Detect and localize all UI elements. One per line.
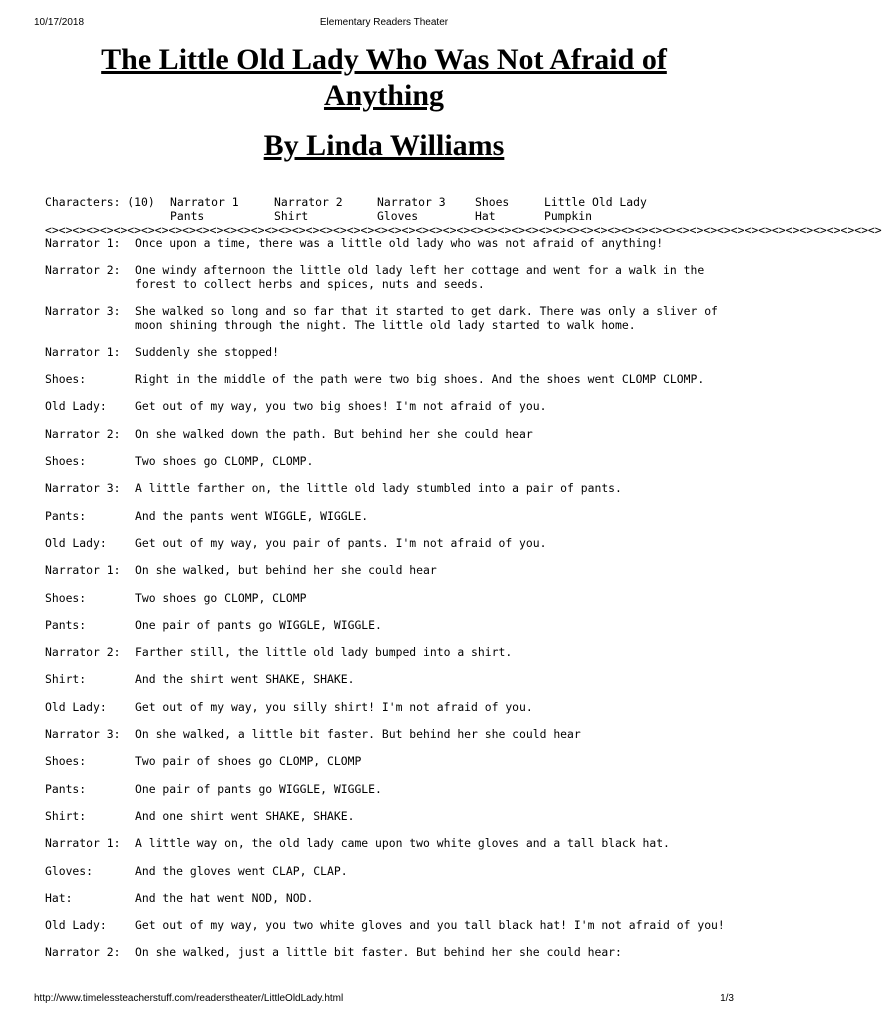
character-name: Pumpkin: [544, 208, 593, 223]
speaker-label: Narrator 1:: [45, 344, 121, 359]
dialogue-text: Suddenly she stopped!: [135, 344, 280, 359]
dialogue-text: Get out of my way, you two white gloves and you tall black hat! I'm not afraid of you!: [135, 918, 725, 933]
speaker-label: Shoes:: [45, 590, 87, 605]
dialogue-text: On she walked, but behind her she could hear: [135, 563, 437, 578]
script-line: [45, 837, 735, 851]
script-line: [45, 346, 735, 360]
character-name: Narrator 1: [170, 195, 239, 209]
dialogue-text: On she walked, a little bit faster. But behind her she could hear: [135, 727, 581, 742]
speaker-label: Old Lady:: [45, 699, 107, 714]
speaker-label: Narrator 1:: [45, 563, 121, 578]
character-name: Pants: [170, 208, 205, 223]
speaker-label: Shirt:: [45, 672, 87, 687]
speaker-label: Old Lady:: [45, 918, 107, 933]
dialogue-text: Get out of my way, you pair of pants. I'm not afraid of you.: [135, 535, 547, 550]
page-number: 1/3: [720, 993, 734, 1004]
print-footer: [34, 993, 734, 1007]
script-line: [45, 400, 735, 414]
dialogue-text: Two shoes go CLOMP, CLOMP.: [135, 454, 314, 469]
script-line: [45, 264, 735, 291]
dialogue-text: Get out of my way, you silly shirt! I'm not afraid of you.: [135, 699, 533, 714]
script-line: [45, 537, 735, 551]
script-line: [45, 305, 735, 332]
print-header: [34, 17, 734, 31]
speaker-label: Shoes:: [45, 372, 87, 387]
dialogue-text: Two shoes go CLOMP, CLOMP: [135, 590, 307, 605]
speaker-label: Old Lady:: [45, 535, 107, 550]
dialogue-text: On she walked, just a little bit faster. But behind her she could hear:: [135, 945, 622, 960]
speaker-label: Pants:: [45, 508, 87, 523]
character-name: Little Old Lady: [544, 195, 647, 209]
speaker-label: Narrator 2:: [45, 426, 121, 441]
script-line: [45, 592, 735, 606]
character-name: Gloves: [377, 208, 419, 223]
dialogue-text: She walked so long and so far that it started to get dark. There was only a sliver of moon shining through the night. The little old lady started to walk home.: [135, 304, 718, 332]
speaker-label: Narrator 2:: [45, 645, 121, 660]
script-line: [45, 673, 735, 687]
script-line: [45, 892, 735, 906]
document-author: By Linda Williams: [263, 129, 505, 162]
script-line: [45, 919, 735, 933]
divider-line: <><><><><><><><><><><><><><><><><><><><><><><><><><><><><><><><><><><><><><><><><><><><><><><><><><><><><><><><><><><><><>: [45, 223, 882, 237]
speaker-label: Gloves:: [45, 863, 94, 878]
dialogue-text: Once upon a time, there was a little old lady who was not afraid of anything!: [135, 236, 664, 250]
speaker-label: Narrator 1:: [45, 836, 121, 851]
dialogue-text: And the gloves went CLAP, CLAP.: [135, 863, 348, 878]
script-line: [45, 783, 735, 797]
dialogue-text: On she walked down the path. But behind her she could hear: [135, 426, 533, 441]
speaker-label: Old Lady:: [45, 399, 107, 414]
site-title: Elementary Readers Theater: [319, 17, 449, 28]
dialogue-text: And the hat went NOD, NOD.: [135, 890, 314, 905]
script-line: [45, 755, 735, 769]
dialogue-text: One pair of pants go WIGGLE, WIGGLE.: [135, 617, 382, 632]
script-line: [45, 564, 735, 578]
dialogue-text: A little way on, the old lady came upon two white gloves and a tall black hat.: [135, 836, 670, 851]
speaker-label: Narrator 3:: [45, 481, 121, 496]
script-line: [45, 373, 735, 387]
speaker-label: Narrator 1:: [45, 236, 121, 250]
speaker-label: Pants:: [45, 781, 87, 796]
speaker-label: Narrator 2:: [45, 945, 121, 960]
script-line: [45, 619, 735, 633]
character-name: Hat: [475, 208, 496, 223]
script-line: [45, 701, 735, 715]
script-line: [45, 946, 735, 960]
page-url: http://www.timelessteacherstuff.com/readerstheater/LittleOldLady.html: [34, 993, 344, 1004]
speaker-label: Narrator 3:: [45, 304, 121, 319]
character-name: Narrator 3: [377, 195, 446, 209]
dialogue-text: And the shirt went SHAKE, SHAKE.: [135, 672, 355, 687]
speaker-label: Shirt:: [45, 808, 87, 823]
document-title: The Little Old Lady Who Was Not Afraid of Anything: [101, 43, 667, 112]
print-date: 10/17/2018: [34, 17, 85, 28]
script-line: [45, 810, 735, 824]
dialogue-text: Get out of my way, you two big shoes! I'm not afraid of you.: [135, 399, 547, 414]
script-line: [45, 865, 735, 879]
speaker-label: Shoes:: [45, 754, 87, 769]
dialogue-text: Right in the middle of the path were two big shoes. And the shoes went CLOMP CLOMP.: [135, 372, 705, 387]
characters-label: Characters: (10): [45, 195, 155, 209]
dialogue-text: Farther still, the little old lady bumped into a shirt.: [135, 645, 513, 660]
dialogue-text: A little farther on, the little old lady stumbled into a pair of pants.: [135, 481, 622, 496]
character-name: Narrator 2: [274, 195, 343, 209]
dialogue-text: Two pair of shoes go CLOMP, CLOMP: [135, 754, 362, 769]
dialogue-text: One pair of pants go WIGGLE, WIGGLE.: [135, 781, 382, 796]
character-row-2: [45, 210, 745, 224]
script-line: [45, 482, 735, 496]
character-list: [45, 196, 745, 223]
script-line: [45, 237, 735, 251]
speaker-label: Narrator 3:: [45, 727, 121, 742]
character-name: Shoes: [475, 195, 510, 209]
dialogue-text: And the pants went WIGGLE, WIGGLE.: [135, 508, 369, 523]
script-line: [45, 728, 735, 742]
script-body: [45, 237, 735, 974]
character-name: Shirt: [274, 208, 309, 223]
script-line: [45, 510, 735, 524]
script-line: [45, 428, 735, 442]
speaker-label: Shoes:: [45, 454, 87, 469]
speaker-label: Narrator 2:: [45, 263, 121, 278]
speaker-label: Hat:: [45, 890, 73, 905]
script-line: [45, 455, 735, 469]
dialogue-text: And one shirt went SHAKE, SHAKE.: [135, 808, 355, 823]
dialogue-text: One windy afternoon the little old lady left her cottage and went for a walk in the forest to collect herbs and spices, nuts and seeds.: [135, 263, 705, 291]
character-row-1: [45, 196, 745, 210]
speaker-label: Pants:: [45, 617, 87, 632]
script-line: [45, 646, 735, 660]
